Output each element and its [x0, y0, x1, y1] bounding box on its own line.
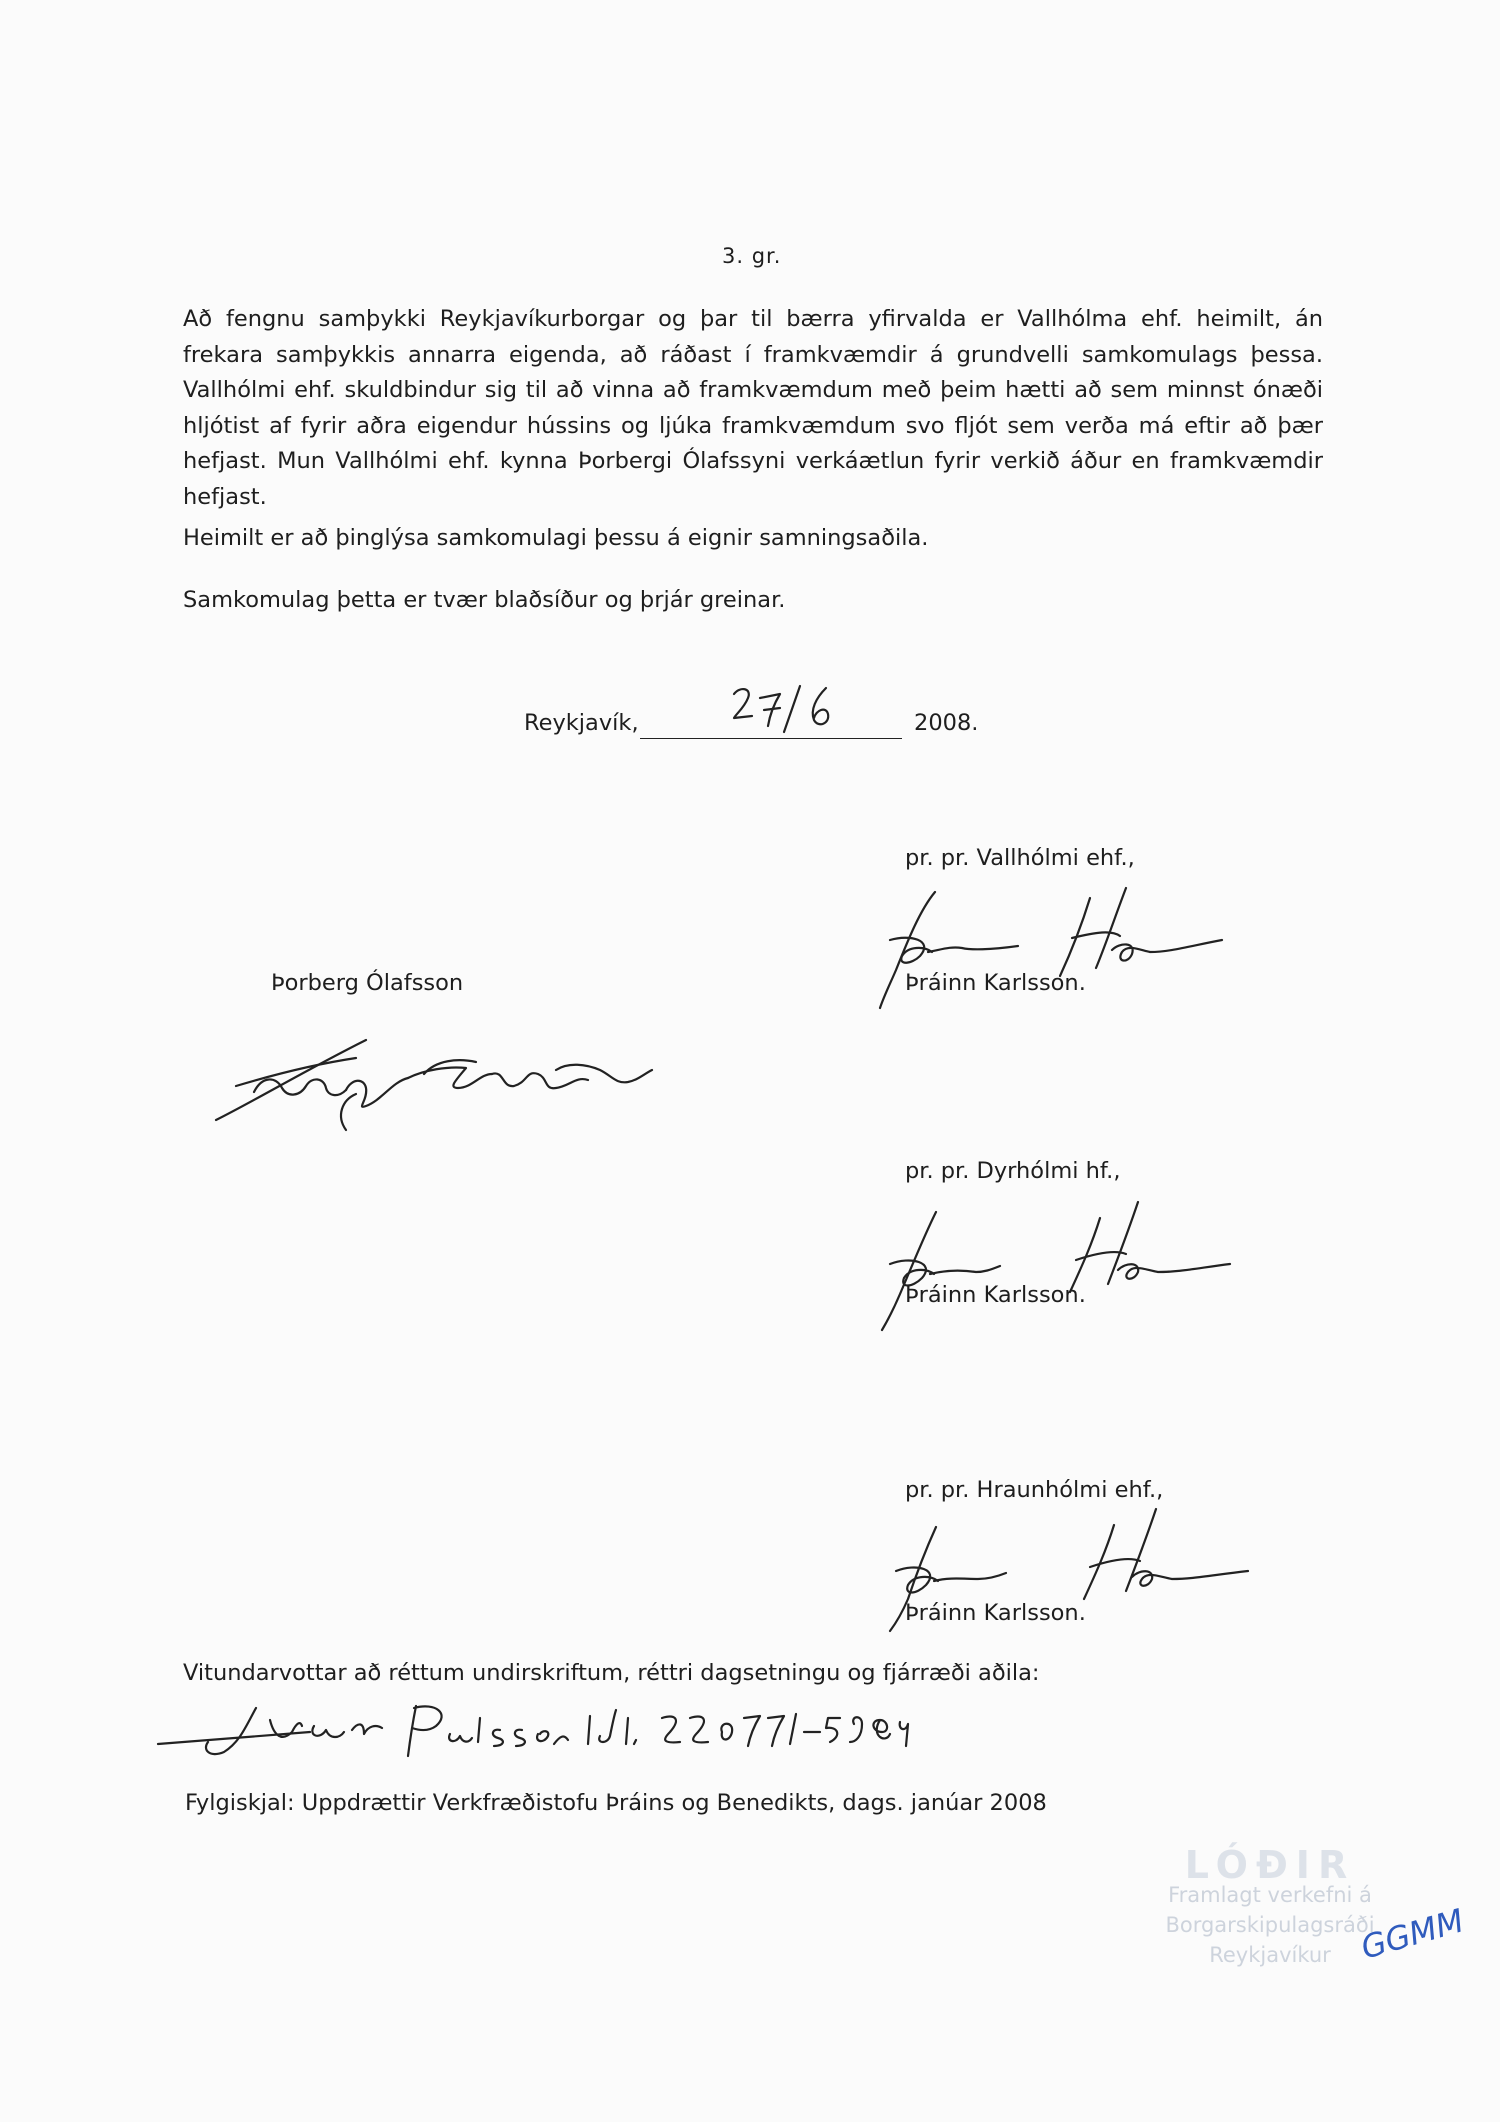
signer-name-3: Þráinn Karlsson. — [905, 1600, 1086, 1626]
paragraph-registration: Heimilt er að þinglýsa samkomulagi þessu á eignir samningsaðila. — [183, 525, 929, 551]
stamp-line-2: Borgarskipulagsráði Reykjavíkur — [1165, 1913, 1375, 1967]
left-signer-name: Þorberg Ólafsson — [271, 970, 464, 996]
stamp-line-1: Framlagt verkefni á — [1168, 1883, 1372, 1907]
paragraph-length: Samkomulag þetta er tvær blaðsíður og þrjár greinar. — [183, 587, 786, 613]
section-heading: 3. gr. — [722, 244, 782, 268]
witness-handwriting — [150, 1696, 910, 1766]
witness-label: Vitundarvottar að réttum undirskriftum, réttri dagsetningu og fjárræði aðila: — [183, 1660, 1040, 1686]
paragraph-terms: Að fengnu samþykki Reykjavíkurborgar og þar til bærra yfirvalda er Vallhólma ehf. heimilt, án frekara samþykkis annarra eigenda, að ráðast í framkvæmdir á grundvelli samkomulags þessa. Vallhólmi ehf. skuldbindur sig til að vinna að framkvæmdum með þeim hætti að sem minnst ónæði hljótist af fyrir aðra eigendur hússins og ljúka framkvæmdum svo fljót sem verða má eftir að þær hefjast. Mun Vallhólmi ehf. kynna Þorbergi Ólafssyni verkáætlun fyrir verkið áður en framkvæmdir hefjast. — [183, 306, 1323, 510]
date-place: Reykjavík, — [524, 710, 639, 736]
handwritten-date — [730, 680, 850, 740]
handwritten-initials: GGMM — [1356, 1901, 1469, 1967]
attachment-note: Fylgiskjal: Uppdrættir Verkfræðistofu Þráins og Benedikts, dags. janúar 2008 — [185, 1790, 1047, 1816]
stamp-logo: LÓÐIR — [1184, 1843, 1356, 1887]
signer-name-2: Þráinn Karlsson. — [905, 1282, 1086, 1308]
party-label-vallholmi: pr. pr. Vallhólmi ehf., — [905, 845, 1135, 871]
date-year: 2008. — [914, 710, 979, 736]
party-label-hraunholmi: pr. pr. Hraunhólmi ehf., — [905, 1477, 1164, 1503]
signature-olafsson — [196, 1030, 656, 1130]
party-label-dyrholmi: pr. pr. Dyrhólmi hf., — [905, 1158, 1121, 1184]
signature-karlsson-2 — [850, 1192, 1270, 1332]
signer-name-1: Þráinn Karlsson. — [905, 970, 1086, 996]
